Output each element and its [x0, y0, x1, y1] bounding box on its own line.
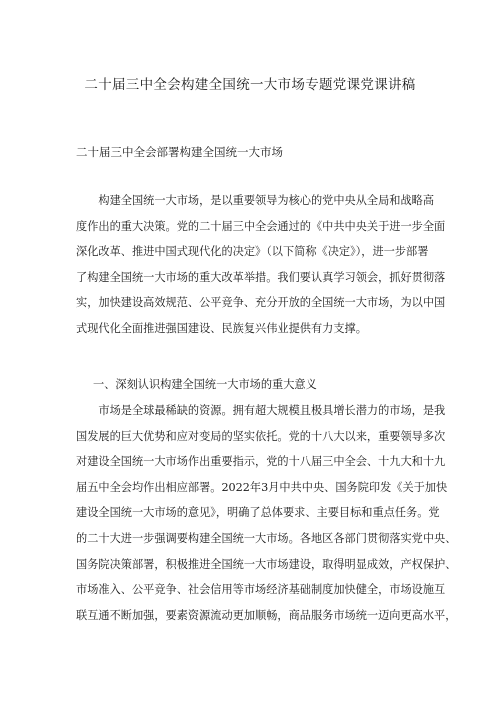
paragraph-line: 式现代化全面推进强国建设、民族复兴伟业提供有力支撑。 [76, 321, 367, 335]
document-title: 二十届三中全会构建全国统一大市场专题党课党课讲稿 [84, 77, 416, 93]
paragraph-line: 国务院决策部署，积极推进全国统一大市场建设，取得明显成效，产权保护、 [76, 557, 457, 571]
paragraph-line: 建设全国统一大市场的意见》，明确了总体要求、主要目标和重点任务。党 [76, 506, 440, 520]
paragraph-line: 市场是全球最稀缺的资源。拥有超大规模且极具增长潜力的市场，是我 [76, 404, 446, 417]
paragraph-line: 深化改革、推进中国式现代化的决定》（以下简称《决定》），进一步部署 [76, 245, 429, 259]
paragraph-line: 构建全国统一大市场，是以重要领导为核心的党中央从全局和战略高 [76, 194, 435, 207]
paragraph-line: 市场准入、公平竞争、社会信用等市场经济基础制度加快健全，市场设施互 [76, 583, 446, 597]
paragraph-line: 届五中全会均作出相应部署。2022年3月中共中央、国务院印发《关于加快 [76, 480, 448, 494]
paragraph-intro [76, 188, 446, 342]
paragraph-line: 了构建全国统一大市场的重大改革举措。我们要认真学习领会，抓好贯彻落 [76, 270, 446, 284]
paragraph-line: 对建设全国统一大市场作出重要指示，党的十八届三中全会、十九大和十九 [76, 455, 446, 469]
subheading-significance: 一、深刻认识构建全国统一大市场的重大意义 [93, 378, 317, 391]
paragraph-significance [76, 398, 457, 628]
paragraph-line: 实，加快建设高效规范、公平竞争、充分开放的全国统一大市场，为以中国 [76, 296, 446, 310]
paragraph-line: 的二十大进一步强调要构建全国统一大市场。各地区各部门贯彻落实党中央、 [76, 531, 457, 545]
paragraph-line: 联互通不断加强，要素资源流动更加顺畅，商品服务市场统一迈向更高水平， [76, 608, 457, 622]
section-heading: 二十届三中全会部署构建全国统一大市场 [76, 145, 283, 159]
paragraph-line: 度作出的重大决策。党的二十届三中全会通过的《中共中央关于进一步全面 [76, 219, 446, 233]
paragraph-line: 国发展的巨大优势和应对变局的坚实依托。党的十八大以来，重要领导多次 [76, 429, 446, 443]
